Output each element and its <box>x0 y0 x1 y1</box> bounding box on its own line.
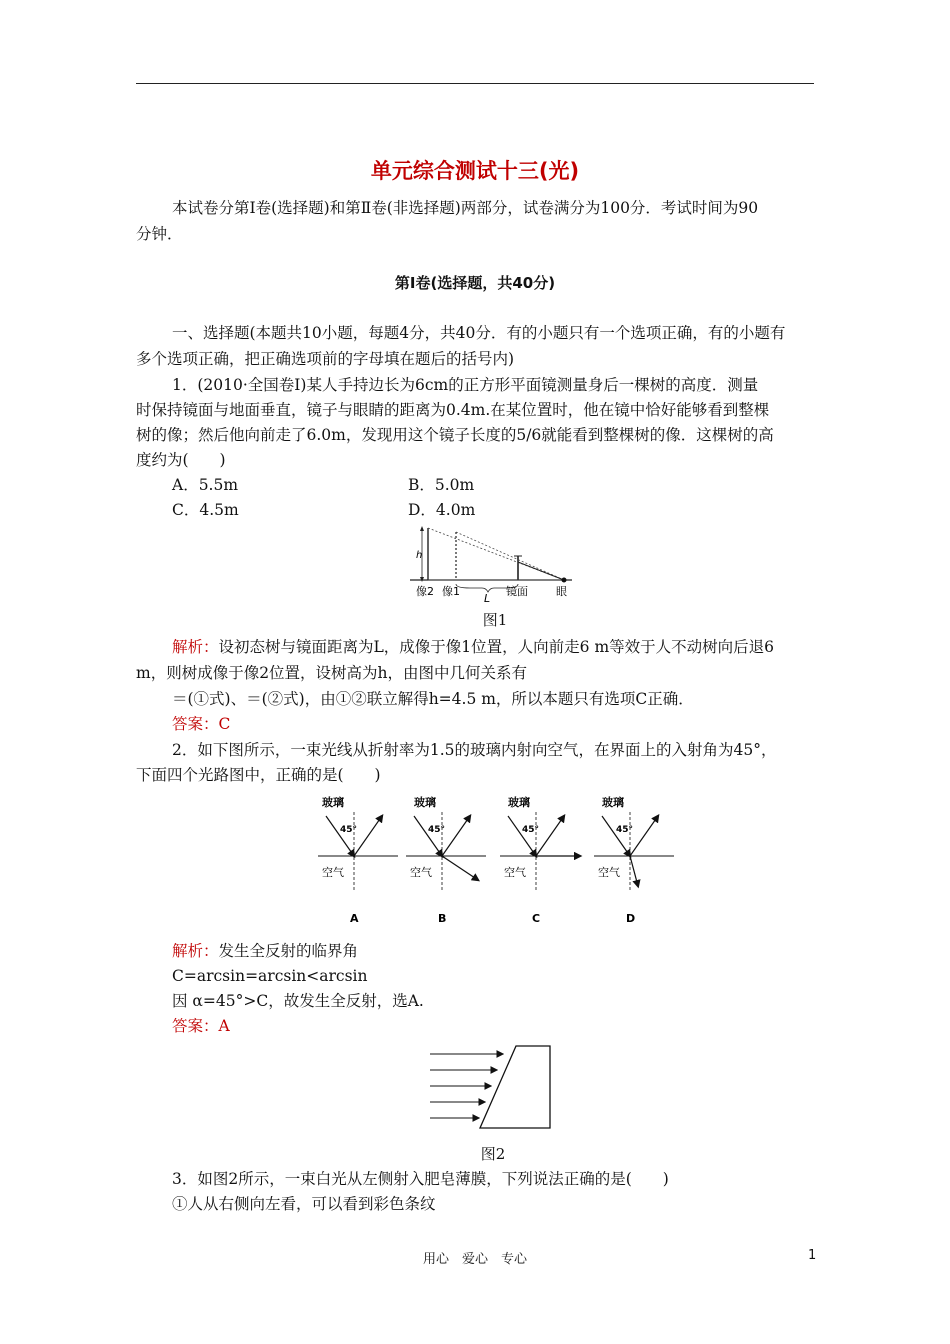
fig1-eye-ray <box>518 562 564 580</box>
svg-text:玻璃: 玻璃 <box>508 796 530 809</box>
figure-1-caption: 图1 <box>482 611 508 629</box>
page-number: 1 <box>808 1248 817 1263</box>
svg-text:D: D <box>626 912 636 925</box>
q2-analysis-line-3: 因 α=45°>C，故发生全反射，选A. <box>172 992 424 1010</box>
q2-analysis-line-2: C=arcsin=arcsin<arcsin <box>172 967 368 985</box>
svg-text:B: B <box>438 912 447 925</box>
header-rule <box>136 83 814 84</box>
instructions-line-1: 一、选择题(本题共10小题，每题4分，共40分．有的小题只有一个选项正确，有的小题有 <box>172 324 786 342</box>
fig1-label-image1: 像1 <box>442 585 460 598</box>
q1-option-a: A．5.5m <box>172 476 239 494</box>
fig1-label-eye: 眼 <box>556 585 567 598</box>
q3-line-2: ①人从右侧向左看，可以看到彩色条纹 <box>172 1195 436 1213</box>
svg-text:玻璃: 玻璃 <box>414 796 436 809</box>
q1-line-2: 时保持镜面与地面垂直，镜子与眼睛的距离为0.4m.在某位置时，他在镜中恰好能够看到整棵 <box>136 401 770 419</box>
fig1-label-l: L <box>484 592 491 602</box>
svg-text:空气: 空气 <box>410 866 432 879</box>
fig1-ray-top-1 <box>456 532 564 580</box>
section-heading: 第Ⅰ卷(选择题，共40分) <box>394 274 556 292</box>
q2-diagram-c <box>500 795 580 925</box>
q2-line-1: 2．如下图所示，一束光线从折射率为1.5的玻璃内射向空气，在界面上的入射角为45°， <box>172 741 777 759</box>
q1-answer: 答案：C <box>172 715 231 733</box>
svg-text:玻璃: 玻璃 <box>602 796 624 809</box>
q2-analysis-label: 解析： <box>172 942 219 960</box>
fig1-label-image2: 像2 <box>416 585 434 598</box>
svg-text:45°: 45° <box>340 825 358 835</box>
q1-option-d: D．4.0m <box>408 501 476 519</box>
q1-line-3: 树的像；然后他向前走了6.0m，发现用这个镜子长度的5/6就能看到整棵树的像．这棵树的高 <box>136 426 774 444</box>
page-title: 单元综合测试十三(光) <box>370 159 580 183</box>
figure-2-diagram <box>428 1044 554 1130</box>
q1-line-4: 度约为( ) <box>136 451 226 469</box>
fig1-label-mirror: 镜面 <box>506 585 528 598</box>
q3-line-1: 3．如图2所示，一束白光从左侧射入肥皂薄膜，下列说法正确的是( ) <box>172 1170 669 1188</box>
svg-text:45°: 45° <box>616 825 634 835</box>
q2-diagram-d <box>594 795 674 925</box>
svg-text:45°: 45° <box>522 825 540 835</box>
svg-text:玻璃: 玻璃 <box>322 796 344 809</box>
svg-text:空气: 空气 <box>322 866 344 879</box>
intro-line-1: 本试卷分第Ⅰ卷(选择题)和第Ⅱ卷(非选择题)两部分，试卷满分为100分．考试时间为90 <box>172 199 759 217</box>
q1-analysis-label: 解析： <box>172 638 219 656</box>
instructions-line-2: 多个选项正确，把正确选项前的字母填在题后的括号内) <box>136 350 515 368</box>
svg-text:A: A <box>350 912 359 925</box>
q1-analysis-line-2: m，则树成像于像2位置，设树高为h，由图中几何关系有 <box>136 664 528 682</box>
figure-2-caption: 图2 <box>480 1145 506 1163</box>
q1-analysis-line-1 <box>172 637 774 657</box>
svg-text:空气: 空气 <box>598 866 620 879</box>
q2-diagram-b <box>406 795 486 925</box>
q2-analysis-text-1: 发生全反射的临界角 <box>218 942 359 960</box>
svg-text:45°: 45° <box>428 825 446 835</box>
q2-ray-diagrams <box>310 792 680 928</box>
svg-text:C: C <box>532 912 541 925</box>
fig1-label-h: h <box>416 550 423 561</box>
fig2-soap-film <box>480 1046 550 1128</box>
svg-text:空气: 空气 <box>504 866 526 879</box>
figure-1-diagram <box>408 522 578 602</box>
fig1-eye-point <box>562 578 567 583</box>
q2-analysis-line-1 <box>172 941 358 961</box>
intro-line-2: 分钟． <box>136 225 183 243</box>
page-footer: 用心 爱心 专心 <box>422 1252 527 1267</box>
q2-answer: 答案：A <box>172 1017 230 1035</box>
q1-line-1: 1．(2010·全国卷Ⅰ)某人手持边长为6cm的正方形平面镜测量身后一棵树的高度．测量 <box>172 376 759 394</box>
q1-option-c: C．4.5m <box>172 501 239 519</box>
q2-line-2: 下面四个光路图中，正确的是( ) <box>136 766 381 784</box>
q1-analysis-text-1: 设初态树与镜面距离为L，成像于像1位置，人向前走6 m等效于人不动树向后退6 <box>218 638 775 656</box>
q1-analysis-line-3: ＝(①式)、＝(②式)，由①②联立解得h=4.5 m，所以本题只有选项C正确． <box>172 690 694 708</box>
q2-diagram-a <box>318 795 398 925</box>
q1-option-b: B．5.0m <box>408 476 475 494</box>
